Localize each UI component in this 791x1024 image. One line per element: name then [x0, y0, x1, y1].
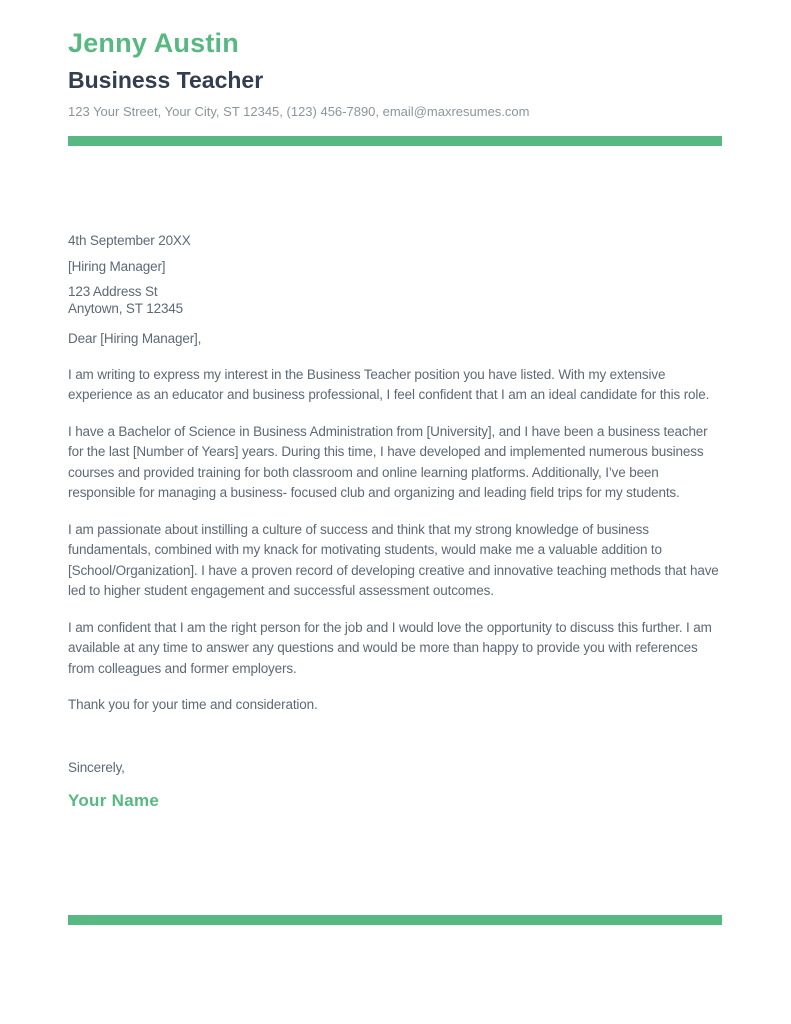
recipient-name: [Hiring Manager]	[68, 258, 166, 274]
letter-date: 4th September 20XX	[68, 232, 191, 248]
letter-header	[68, 28, 722, 120]
body-paragraph-3: I am passionate about instilling a culture of success and think that my strong knowledge of business fundamentals, combined with my knack for motivating students, would make me a valuable addition to [School/Organization]. I have a proven record of developing creative and innovative teaching methods that have led to higher student engagement and successful assessment outcomes.	[68, 521, 719, 599]
address-line-1: 123 Address St	[68, 283, 158, 299]
contact-info: 123 Your Street, Your City, ST 12345, (123) 456-7890, email@maxresumes.com	[68, 104, 530, 120]
body-paragraph-1: I am writing to express my interest in the Business Teacher position you have listed. With my extensive experience as an educator and business professional, I feel confident that I am an ideal candidate for this role.	[68, 366, 710, 403]
body-paragraph-2: I have a Bachelor of Science in Business Administration from [University], and I have been a business teacher for the last [Number of Years] years. During this time, I have developed and implemented numerous business courses and provided training for both classroom and online learning platforms. Additionally, I’ve been responsible for managing a business- focused club and organizing and leading field trips for my students.	[68, 423, 708, 501]
closing: Sincerely,	[68, 759, 125, 775]
signature-name: Your Name	[68, 790, 160, 810]
letter-body	[68, 231, 722, 811]
bottom-divider	[68, 915, 722, 925]
body-paragraph-5: Thank you for your time and consideration.	[68, 697, 318, 713]
job-title: Business Teacher	[68, 67, 264, 94]
salutation: Dear [Hiring Manager],	[68, 330, 202, 346]
candidate-name: Jenny Austin	[68, 28, 239, 58]
address-line-2: Anytown, ST 12345	[68, 301, 184, 317]
body-paragraph-4: I am confident that I am the right person for the job and I would love the opportunity to discuss this further. I am available at any time to answer any questions and would be more than happy to provide you with references from colleagues and former employers.	[68, 619, 712, 676]
recipient-address	[68, 283, 722, 318]
top-divider	[68, 136, 722, 146]
